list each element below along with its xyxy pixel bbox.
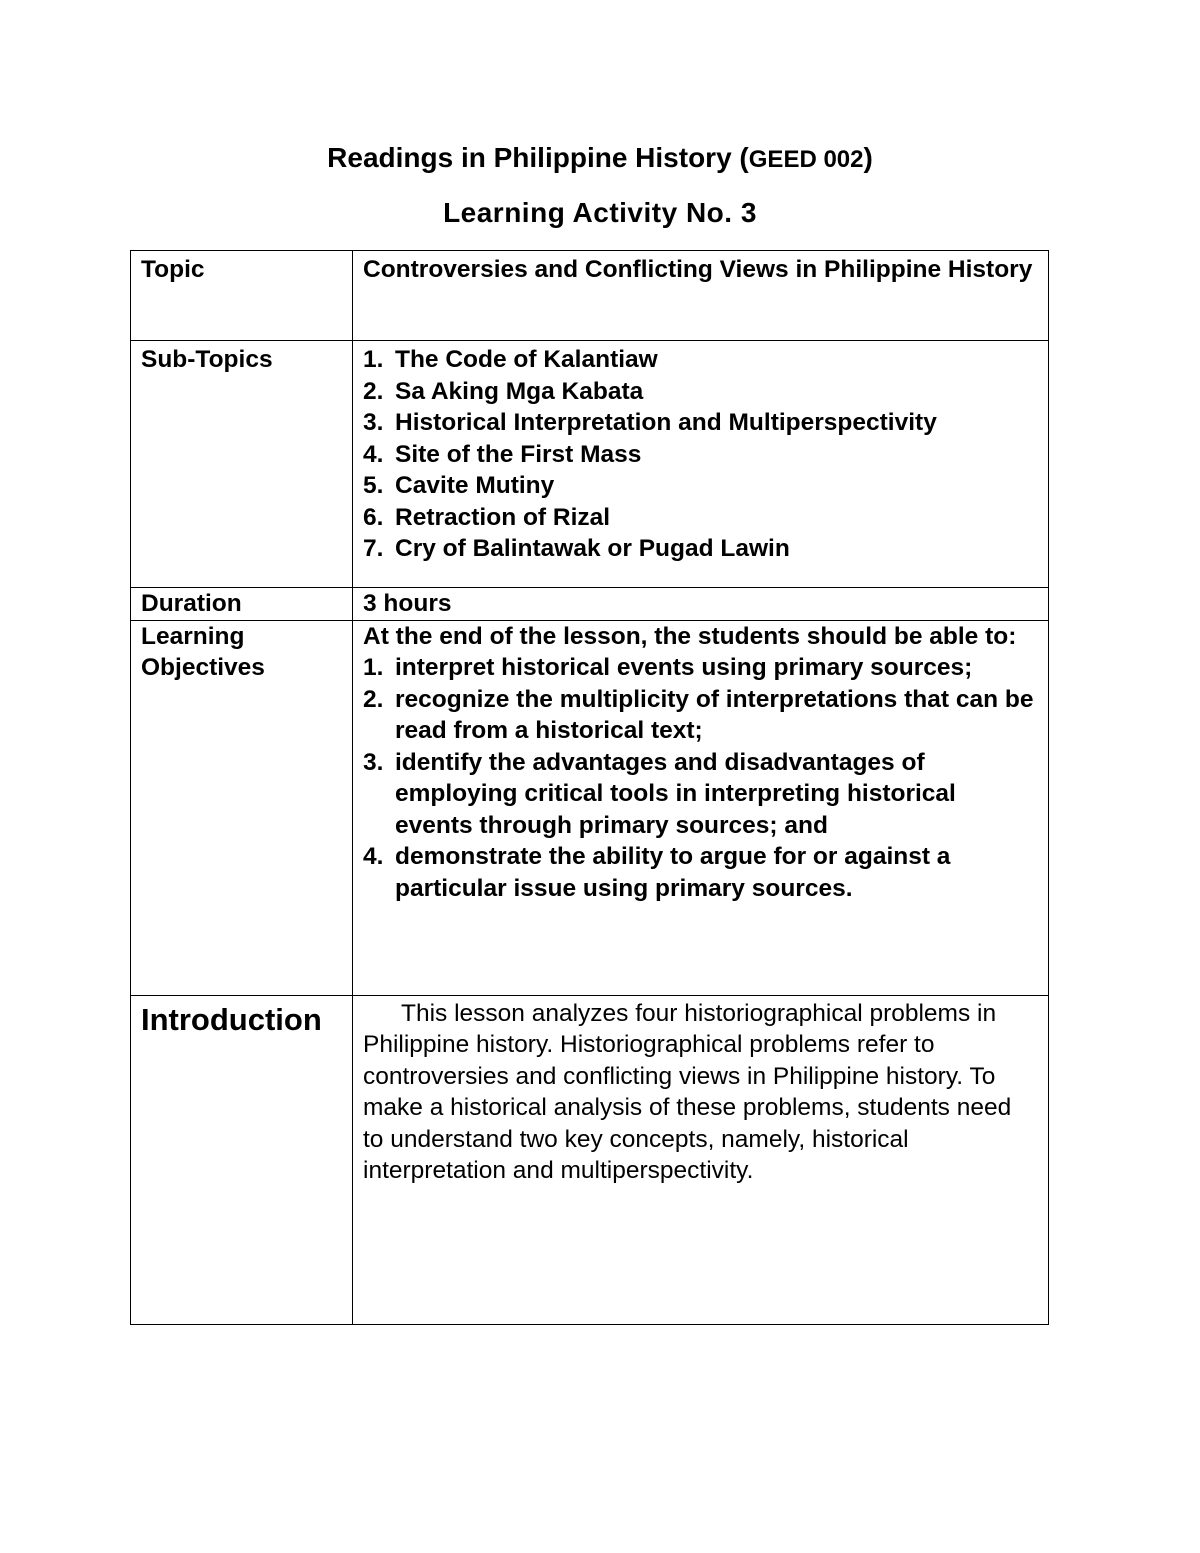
introduction-text: This lesson analyzes four historiographical problems in Philippine history. Historiographical problems refer to controversies and conflicting views in Philippine history. To make a historical analysis of these problems, students need to understand two key concepts, namely, historical interpretation and multiperspectivity. — [363, 999, 1012, 1184]
subtopics-label: Sub-Topics — [131, 341, 353, 588]
topic-label: Topic — [131, 251, 353, 341]
list-item — [363, 684, 1038, 747]
table-row-objectives — [131, 620, 1049, 995]
title-close-paren: ) — [863, 142, 873, 173]
list-number: 3. — [363, 409, 384, 436]
duration-value: 3 hours — [353, 588, 1049, 621]
list-item — [363, 407, 1038, 439]
introduction-label: Introduction — [141, 1001, 322, 1037]
objectives-list — [363, 652, 1038, 904]
list-item — [363, 376, 1038, 408]
list-item — [363, 533, 1038, 565]
subtopics-cell — [353, 341, 1049, 588]
list-text: interpret historical events using primary sources; — [395, 654, 973, 681]
list-item — [363, 344, 1038, 376]
list-number: 3. — [363, 748, 384, 776]
list-item — [363, 439, 1038, 471]
duration-label: Duration — [131, 588, 353, 621]
course-code: GEED 002 — [748, 146, 864, 173]
table-row-subtopics — [131, 341, 1049, 588]
list-number: 4. — [363, 440, 384, 468]
list-item — [363, 841, 1038, 904]
list-text: Historical Interpretation and Multiperspectivity — [395, 409, 937, 436]
list-number: 6. — [363, 503, 384, 531]
introduction-cell — [353, 995, 1049, 1324]
objectives-cell — [353, 620, 1049, 995]
table-row-topic — [131, 251, 1049, 341]
list-text: demonstrate the ability to argue for or against a particular issue using primary sources. — [395, 843, 951, 902]
list-text: Retraction of Rizal — [395, 503, 611, 531]
introduction-label-cell — [131, 995, 353, 1324]
list-text: Cry of Balintawak or Pugad Lawin — [395, 535, 790, 562]
list-text: recognize the multiplicity of interpretations that can be read from a historical text; — [395, 685, 1034, 744]
list-text: Cavite Mutiny — [395, 472, 555, 499]
list-number: 2. — [363, 685, 384, 713]
list-number: 1. — [363, 346, 384, 373]
subtopics-list — [363, 344, 1038, 565]
topic-value: Controversies and Conflicting Views in Philippine History — [353, 251, 1049, 341]
objectives-label: Learning Objectives — [131, 620, 353, 995]
document-title — [0, 142, 1200, 174]
list-text: Site of the First Mass — [395, 440, 642, 468]
objectives-intro: At the end of the lesson, the students should be able to: — [363, 622, 1017, 650]
list-number: 1. — [363, 654, 384, 681]
list-item — [363, 502, 1038, 534]
list-item — [363, 747, 1038, 842]
table-row-duration — [131, 588, 1049, 621]
list-text: Sa Aking Mga Kabata — [395, 377, 644, 405]
activity-title: Learning Activity No. 3 — [443, 197, 757, 228]
list-text: identify the advantages and disadvantages of employing critical tools in interpreting historical events through primary sources; and — [395, 748, 956, 839]
list-item — [363, 470, 1038, 502]
list-item — [363, 652, 1038, 684]
list-number: 7. — [363, 535, 384, 562]
title-text: Readings in Philippine History ( — [327, 142, 749, 173]
activity-table — [130, 250, 1049, 1325]
list-text: The Code of Kalantiaw — [395, 346, 658, 373]
list-number: 2. — [363, 377, 384, 405]
list-number: 5. — [363, 472, 384, 499]
table-row-introduction — [131, 995, 1049, 1324]
list-number: 4. — [363, 843, 384, 870]
